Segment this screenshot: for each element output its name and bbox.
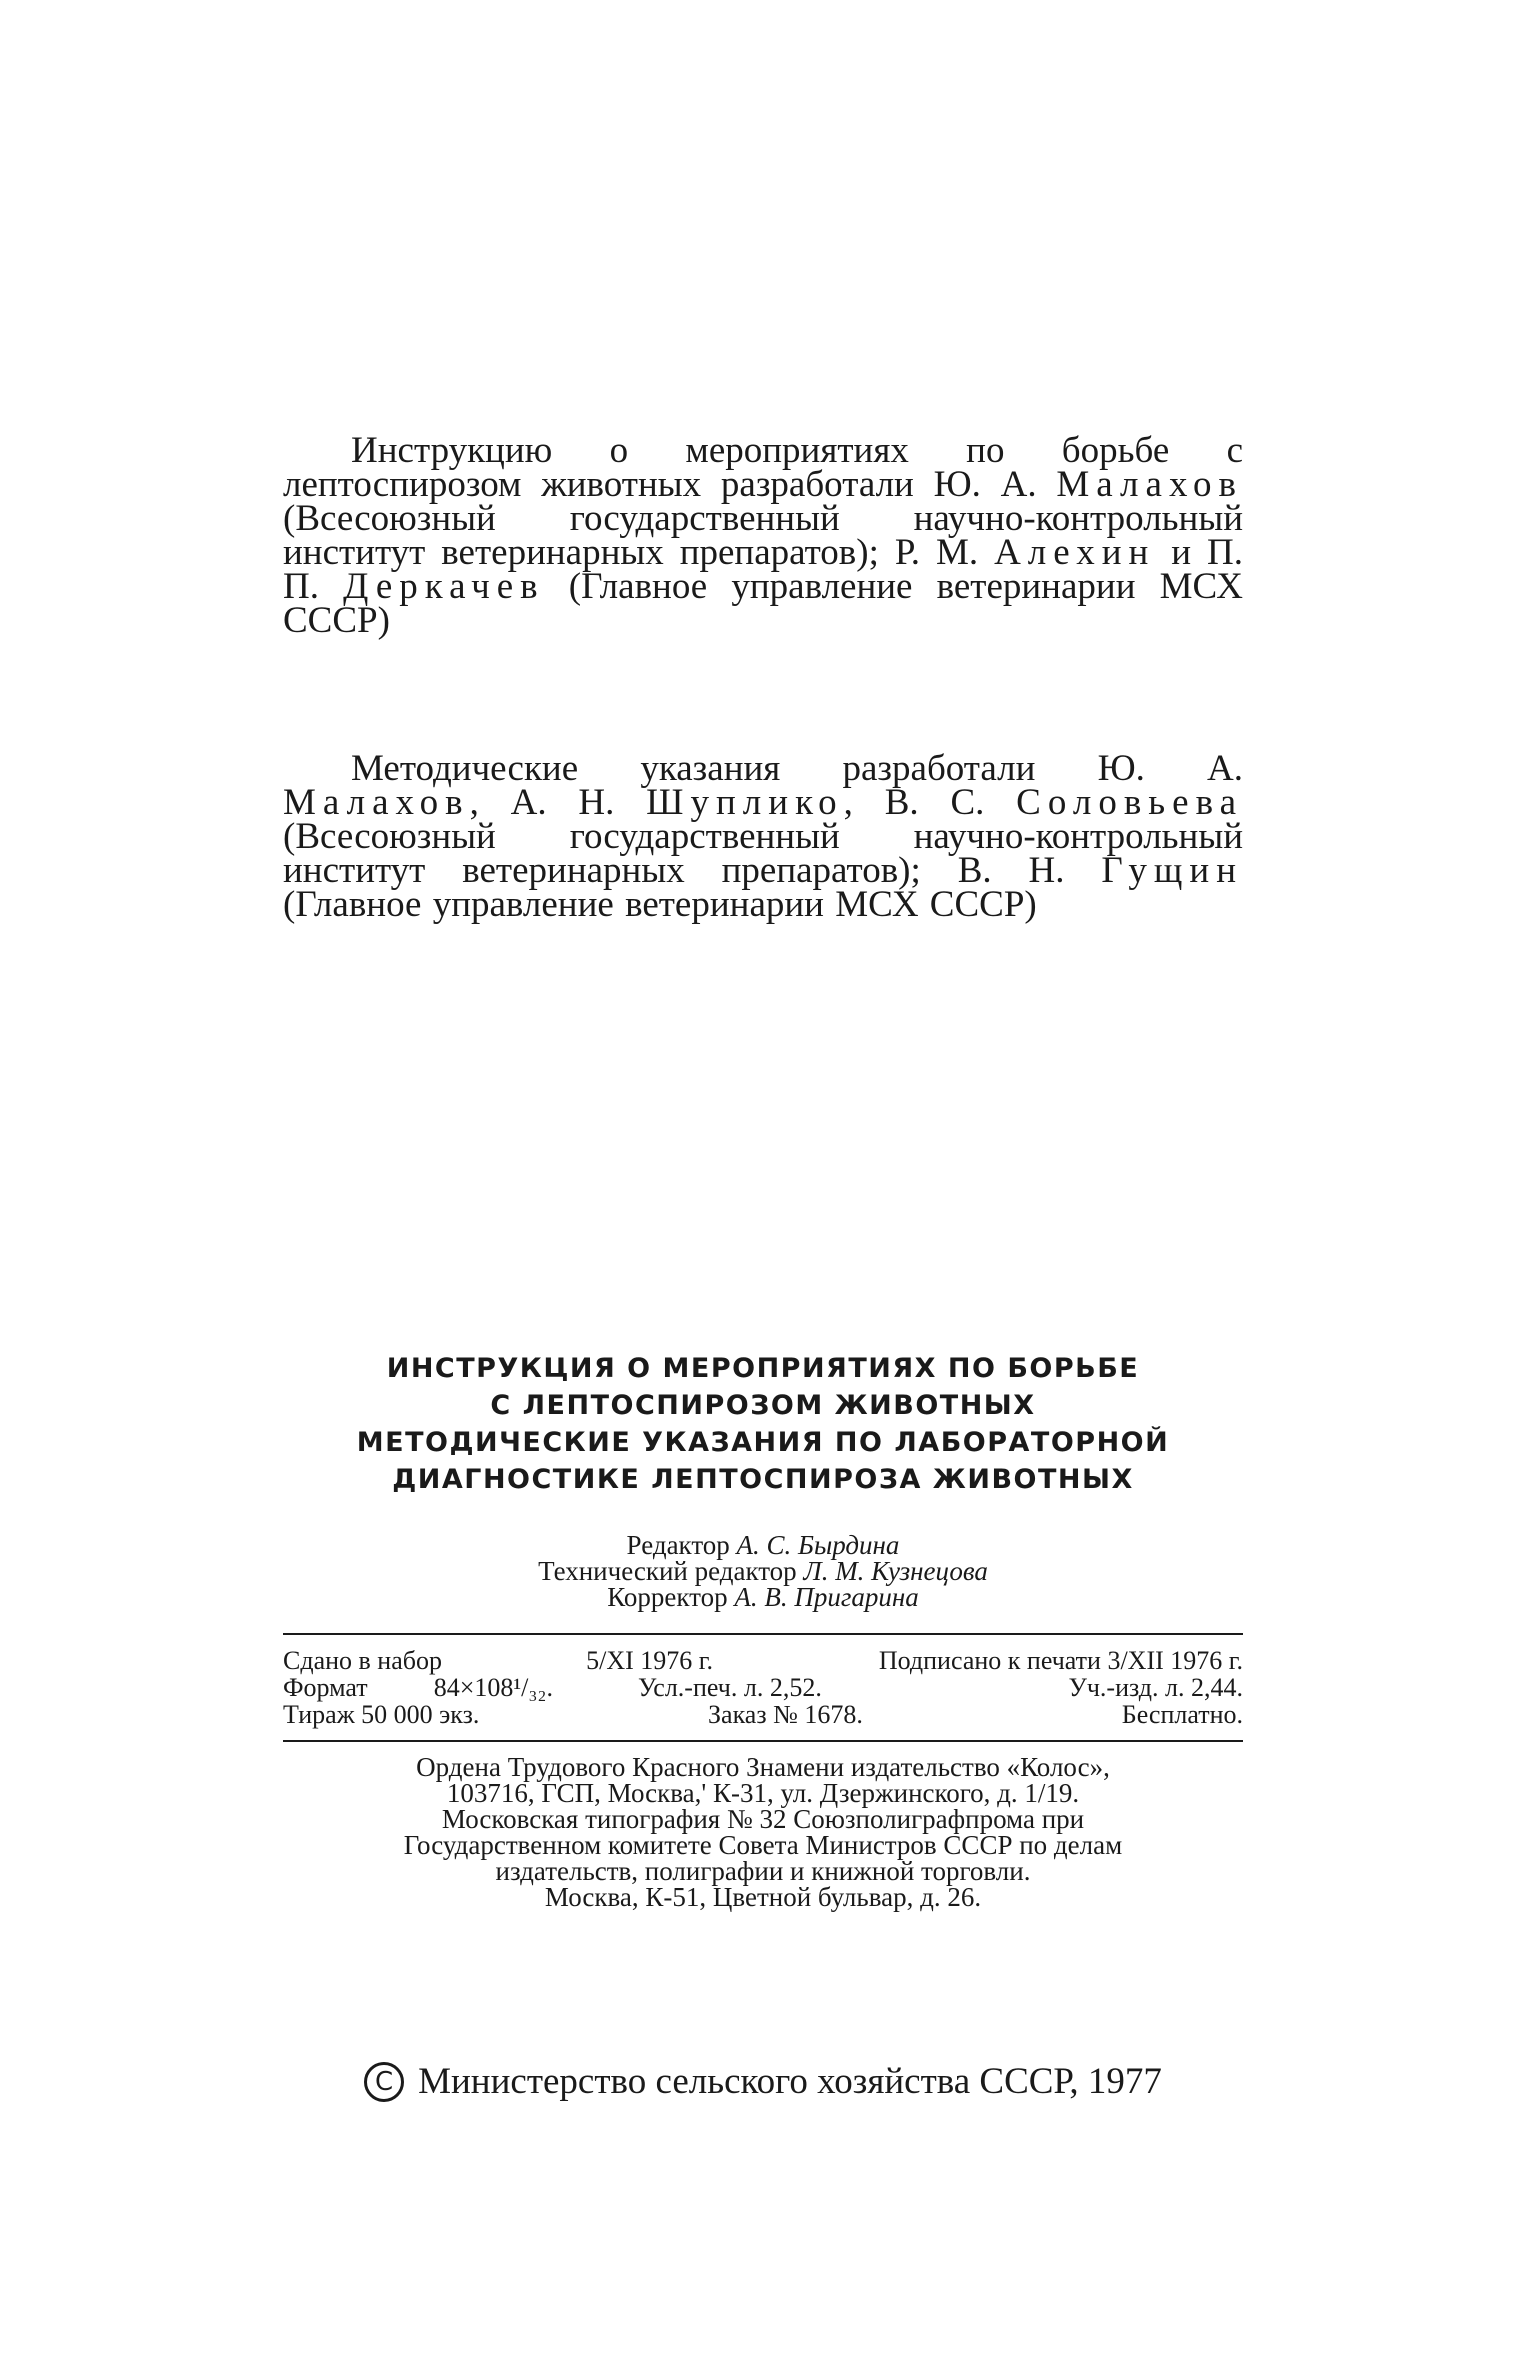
title-line: С ЛЕПТОСПИРОЗОМ ЖИВОТНЫХ [490, 1390, 1036, 1421]
publisher-line: Ордена Трудового Красного Знамени издательство «Колос», [416, 1752, 1110, 1782]
text-segment: (Главное управление ветеринарии МСХ СССР) [283, 566, 1243, 641]
imprint-text: Подписано к печати 3/XII 1976 г. [878, 1646, 1243, 1675]
imprint-row [283, 1701, 1243, 1728]
text-segment: (Всесоюзный государственный научно-контрольный институт ветеринарных препаратов); В. Н. [283, 816, 1243, 891]
imprint-text: Уч.-изд. л. 2,44. [1068, 1673, 1243, 1702]
publisher-line: 103716, ГСП, Москва,' К-31, ул. Дзержинского, д. 1/19. [446, 1778, 1080, 1808]
credit-name: А. С. Бырдина [736, 1530, 900, 1560]
print-imprint [283, 1647, 1243, 1728]
publisher-info [283, 1754, 1243, 1910]
text-segment: и П. П. [283, 532, 1243, 607]
credit-label: Корректор [607, 1582, 728, 1612]
credit-name: А. В. Пригарина [734, 1582, 919, 1612]
imprint-cell [283, 1647, 713, 1674]
author-name: Малахов [1056, 464, 1243, 505]
credit-label: Редактор [626, 1530, 730, 1560]
author-name: Малахов [283, 782, 470, 823]
imprint-text: Формат [283, 1673, 368, 1702]
author-name: Соловьева [1016, 782, 1243, 823]
imprint-text: 84×108¹/₃₂. [433, 1673, 553, 1702]
credit-corrector [283, 1584, 1243, 1610]
imprint-text: 5/XI 1976 г. [586, 1646, 713, 1675]
instruction-authors-paragraph [283, 430, 1243, 641]
text-segment: , В. С. [843, 782, 1017, 823]
title-line: МЕТОДИЧЕСКИЕ УКАЗАНИЯ ПО ЛАБОРАТОРНОЙ [356, 1427, 1170, 1458]
text-segment: , А. Н. [469, 782, 647, 823]
author-name: Деркачев [343, 566, 545, 607]
divider [283, 1633, 1243, 1635]
publisher-line: Государственном комитете Совета Министров СССР по делам [403, 1830, 1123, 1860]
credit-tech-editor [283, 1558, 1243, 1584]
copyright-line [283, 2062, 1243, 2105]
imprint-text: Заказ № 1678. [708, 1700, 863, 1729]
text-segment: Методические указания разработали Ю. А. [351, 748, 1243, 789]
author-name: Гущин [1101, 850, 1243, 891]
book-title [283, 1350, 1243, 1498]
credit-name: Л. М. Кузнецова [803, 1556, 988, 1586]
text-segment: (Всесоюзный государственный научно-контрольный институт ветеринарных препаратов); Р. М. [283, 498, 1243, 573]
imprint-text: Тираж 50 000 экз. [283, 1700, 480, 1729]
author-name: Шуплико [646, 782, 844, 823]
imprint-row [283, 1674, 1243, 1701]
text-segment: Инструкцию о мероприятиях по борьбе с лептоспирозом животных разработали Ю. А. [283, 430, 1243, 505]
imprint-text: Сдано в набор [283, 1646, 442, 1675]
imprint-text: Усл.-печ. л. 2,52. [638, 1673, 822, 1702]
publisher-line: Москва, К-51, Цветной бульвар, д. 26. [544, 1882, 982, 1912]
copyright-icon: C [364, 2062, 404, 2102]
author-name: Алехин [994, 532, 1156, 573]
credit-editor [283, 1532, 1243, 1558]
credit-label: Технический редактор [538, 1556, 797, 1586]
methodical-authors-paragraph [283, 748, 1243, 925]
title-line: ИНСТРУКЦИЯ О МЕРОПРИЯТИЯХ ПО БОРЬБЕ [386, 1353, 1140, 1384]
imprint-row [283, 1647, 1243, 1674]
editorial-credits [283, 1532, 1243, 1610]
imprint-text: Бесплатно. [1121, 1700, 1243, 1729]
publisher-line: издательств, полиграфии и книжной торговли. [495, 1856, 1031, 1886]
divider [283, 1740, 1243, 1742]
copyright-text: Министерство сельского хозяйства СССР, 1977 [418, 2061, 1162, 2102]
imprint-cell [283, 1674, 553, 1701]
text-segment: (Главное управление ветеринарии МСХ СССР) [283, 884, 1037, 925]
publisher-line: Московская типография № 32 Союзполиграфпрома при [441, 1804, 1085, 1834]
title-line: ДИАГНОСТИКЕ ЛЕПТОСПИРОЗА ЖИВОТНЫХ [392, 1464, 1134, 1495]
